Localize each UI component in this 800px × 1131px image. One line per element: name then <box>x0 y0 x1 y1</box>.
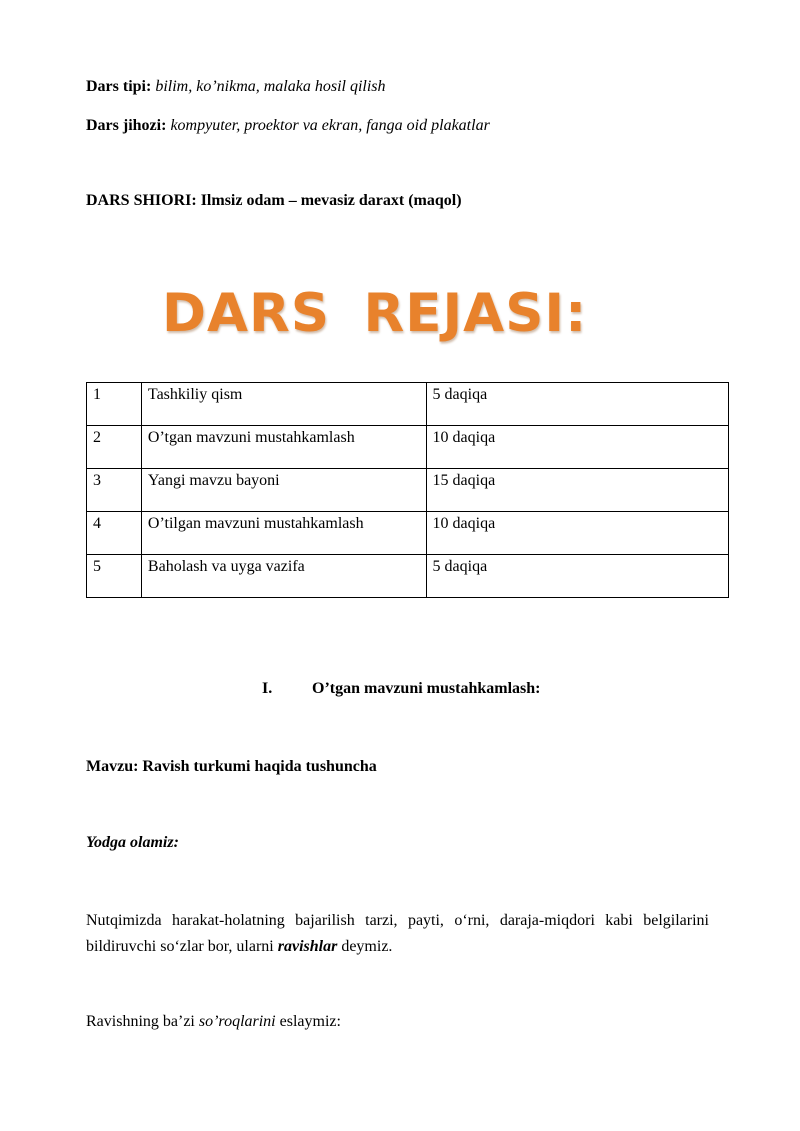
plan-heading: DARS REJASI: <box>162 283 588 344</box>
row-duration: 5 daqiqa <box>426 383 728 426</box>
table-row <box>87 469 729 512</box>
lesson-motto: DARS SHIORI: Ilmsiz odam – mevasiz daraxt (maqol) <box>86 192 462 209</box>
lesson-type-label: Dars tipi: <box>86 78 152 95</box>
row-number: 5 <box>87 555 142 598</box>
row-duration: 10 daqiqa <box>426 512 728 555</box>
section-number: I. <box>262 680 273 697</box>
row-duration: 5 daqiqa <box>426 555 728 598</box>
table-row <box>87 426 729 469</box>
table-row <box>87 383 729 426</box>
topic-line: Mavzu: Ravish turkumi haqida tushuncha <box>86 758 377 775</box>
row-duration: 10 daqiqa <box>426 426 728 469</box>
questions-intro-line <box>86 1013 341 1031</box>
row-stage: O’tilgan mavzuni mustahkamlash <box>141 512 426 555</box>
row-number: 4 <box>87 512 142 555</box>
equipment-value: kompyuter, proektor va ekran, fanga oid plakatlar <box>170 117 490 134</box>
row-stage: Yangi mavzu bayoni <box>141 469 426 512</box>
lesson-plan-table <box>86 382 729 598</box>
questions-intro-emphasis: so’roqlarini <box>198 1013 276 1030</box>
recall-heading: Yodga olamiz: <box>86 834 179 851</box>
paragraph-text: Nutqimizda harakat-holatning bajarilish tarzi, payti, o‘rni, daraja-miqdori kabi belgilarini bildiruvchi so‘zlar bor, ularni <box>86 912 709 955</box>
paragraph-text-end: deymiz. <box>337 938 393 955</box>
questions-intro-text: Ravishning ba’zi <box>86 1013 199 1030</box>
equipment-line <box>86 117 490 135</box>
paragraph-emphasis: ravishlar <box>277 938 338 955</box>
row-stage: Tashkiliy qism <box>141 383 426 426</box>
row-duration: 15 daqiqa <box>426 469 728 512</box>
row-number: 3 <box>87 469 142 512</box>
row-stage: O’tgan mavzuni mustahkamlash <box>141 426 426 469</box>
lesson-type-value: bilim, ko’nikma, malaka hosil qilish <box>155 78 386 95</box>
lesson-type-line <box>86 78 386 96</box>
questions-intro-end: eslaymiz: <box>275 1013 341 1030</box>
row-number: 1 <box>87 383 142 426</box>
section-heading <box>262 680 540 698</box>
ravish-definition-paragraph <box>86 908 709 960</box>
row-stage: Baholash va uyga vazifa <box>141 555 426 598</box>
table-row <box>87 555 729 598</box>
equipment-label: Dars jihozi: <box>86 117 167 134</box>
row-number: 2 <box>87 426 142 469</box>
section-title: O’tgan mavzuni mustahkamlash: <box>312 680 541 697</box>
table-row <box>87 512 729 555</box>
